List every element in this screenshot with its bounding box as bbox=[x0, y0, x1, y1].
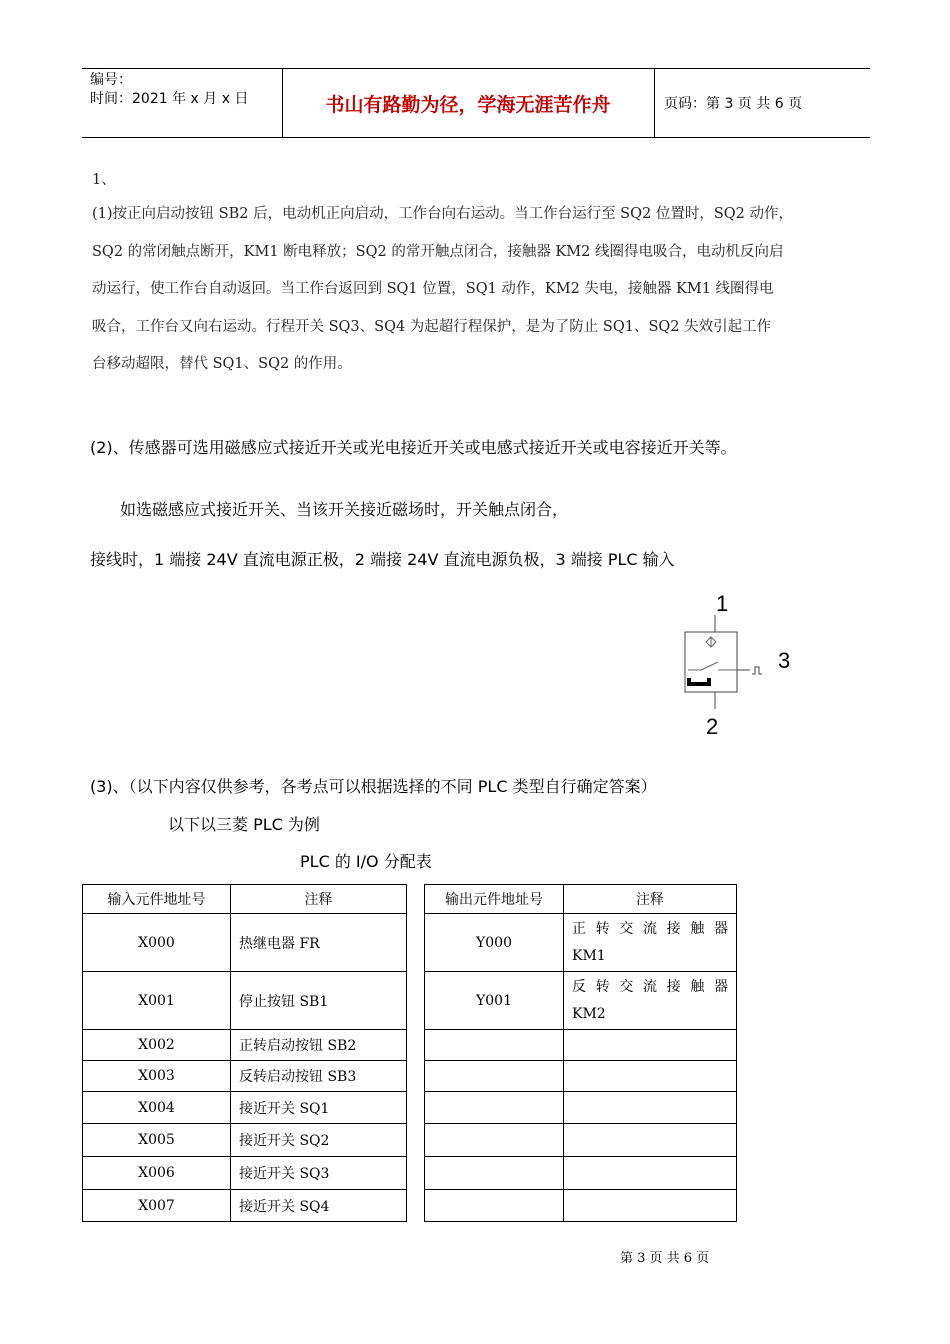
empty-cell bbox=[425, 1157, 564, 1190]
empty-cell bbox=[425, 1124, 564, 1157]
contact-switch-icon bbox=[701, 662, 718, 670]
section1-line: 动运行，使工作台自动返回。当工作台返回到 SQ1 位置，SQ1 动作，KM2 失电，接触器 KM1 线圈得电 bbox=[92, 281, 774, 297]
empty-cell bbox=[425, 1061, 564, 1092]
header-motto: 书山有路勤为径，学海无涯苦作舟 bbox=[325, 93, 611, 116]
empty-cell bbox=[564, 1030, 737, 1061]
table-title: PLC 的 I/O 分配表 bbox=[300, 852, 432, 871]
input-addr-cell: X004 bbox=[83, 1092, 231, 1124]
input-note-cell: 接近开关 SQ1 bbox=[231, 1092, 407, 1124]
input-note-cell: 正转启动按钮 SB2 bbox=[231, 1030, 407, 1061]
pulse-icon bbox=[752, 667, 762, 674]
output-note-line2: KM1 bbox=[572, 947, 606, 964]
section2-line2: 如选磁感应式接近开关、当该开关接近磁场时，开关触点闭合， bbox=[120, 500, 569, 519]
empty-cell bbox=[564, 1092, 737, 1124]
output-note-cell bbox=[564, 914, 737, 972]
section1-paragraph bbox=[92, 196, 872, 384]
header-divider bbox=[654, 69, 655, 137]
input-note-cell: 接近开关 SQ3 bbox=[231, 1157, 407, 1190]
input-addr-cell: X003 bbox=[83, 1061, 231, 1092]
section1-line: 台移动超限，替代 SQ1、SQ2 的作用。 bbox=[92, 356, 352, 372]
empty-cell bbox=[564, 1124, 737, 1157]
input-note-cell: 接近开关 SQ2 bbox=[231, 1124, 407, 1157]
input-addr-cell: X005 bbox=[83, 1124, 231, 1157]
input-note-cell: 停止按钮 SB1 bbox=[231, 972, 407, 1030]
header-number-label: 编号： bbox=[90, 72, 132, 88]
page-header bbox=[82, 68, 870, 138]
empty-cell bbox=[564, 1157, 737, 1190]
empty-cell bbox=[564, 1061, 737, 1092]
output-note-cell bbox=[564, 972, 737, 1030]
input-addr-cell: X006 bbox=[83, 1157, 231, 1190]
empty-cell bbox=[425, 1030, 564, 1061]
input-addr-cell: X007 bbox=[83, 1190, 231, 1222]
io-allocation-table bbox=[82, 884, 737, 1222]
section1-line: 吸合，工作台又向右运动。行程开关 SQ3、SQ4 为起超行程保护，是为了防止 SQ1、SQ2 失效引起工作 bbox=[92, 318, 772, 335]
input-addr-cell: X001 bbox=[83, 972, 231, 1030]
header-output-note: 注释 bbox=[564, 885, 737, 914]
proximity-switch-diagram bbox=[670, 585, 810, 745]
output-note-line1: 反转交流接触器 bbox=[572, 978, 728, 995]
output-note-line1: 正转交流接触器 bbox=[572, 920, 728, 937]
header-meta bbox=[90, 71, 248, 109]
page-footer: 第 3 页 共 6 页 bbox=[620, 1251, 710, 1266]
header-input-note: 注释 bbox=[231, 885, 407, 914]
terminal-1-label: 1 bbox=[716, 591, 729, 616]
empty-cell bbox=[425, 1092, 564, 1124]
header-page-info: 页码：第 3 页 共 6 页 bbox=[664, 96, 803, 112]
input-note-cell: 反转启动按钮 SB3 bbox=[231, 1061, 407, 1092]
header-time-label: 时间：2021 年 x 月 x 日 bbox=[90, 91, 249, 107]
table-header-row bbox=[83, 885, 737, 914]
empty-cell bbox=[564, 1190, 737, 1222]
section2-line3: 接线时，1 端接 24V 直流电源正极，2 端接 24V 直流电源负极，3 端接 PLC 输入 bbox=[90, 550, 675, 569]
input-note-cell: 热继电器 FR bbox=[231, 914, 407, 972]
section1-heading: 1、 bbox=[92, 172, 116, 188]
output-addr-cell: Y000 bbox=[425, 914, 564, 972]
section1-line: SQ2 的常闭触点断开，KM1 断电释放；SQ2 的常开触点闭合，接触器 KM2 线圈得电吸合，电动机反向启 bbox=[92, 243, 784, 260]
header-output-addr: 输出元件地址号 bbox=[425, 885, 564, 914]
section3-line1: (3)、（以下内容仅供参考，各考点可以根据选择的不同 PLC 类型自行确定答案） bbox=[90, 777, 657, 796]
table-column-gap bbox=[407, 885, 425, 1222]
header-input-addr: 输入元件地址号 bbox=[83, 885, 231, 914]
section1-line: (1)按正向启动按钮 SB2 后，电动机正向启动，工作台向右运动。当工作台运行至 SQ2 位置时，SQ2 动作， bbox=[92, 206, 793, 222]
output-addr-cell: Y001 bbox=[425, 972, 564, 1030]
terminal-3-label: 3 bbox=[778, 648, 791, 673]
section3-line2: 以下以三菱 PLC 为例 bbox=[168, 815, 320, 834]
terminal-2-label: 2 bbox=[706, 714, 719, 739]
input-note-cell: 接近开关 SQ4 bbox=[231, 1190, 407, 1222]
input-addr-cell: X000 bbox=[83, 914, 231, 972]
empty-cell bbox=[425, 1190, 564, 1222]
output-note-line2: KM2 bbox=[572, 1005, 606, 1022]
input-addr-cell: X002 bbox=[83, 1030, 231, 1061]
section2-line1: (2)、传感器可选用磁感应式接近开关或光电接近开关或电感式接近开关或电容接近开关等。 bbox=[90, 438, 737, 457]
